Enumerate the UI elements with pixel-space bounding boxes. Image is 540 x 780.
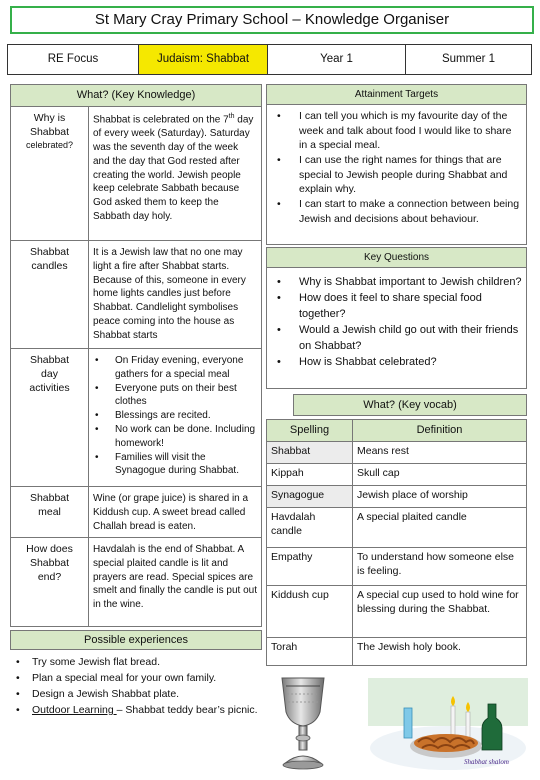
table-row: Kiddush cup A special cup used to hold wine for blessing during the Shabbat. xyxy=(267,586,527,638)
knowledge-question: Shabbat candles xyxy=(11,241,89,348)
knowledge-row xyxy=(11,487,261,538)
list-item: • Blessings are recited. xyxy=(93,409,257,423)
kiddush-cup-icon xyxy=(268,672,338,772)
definition-column-header: Definition xyxy=(353,420,527,442)
table-row: Havdalah candle A special plaited candle xyxy=(267,508,527,548)
list-item: • Would a Jewish child go out with their friends on Shabbat? xyxy=(277,322,522,354)
attainment-heading: Attainment Targets xyxy=(267,85,526,105)
list-item: • Design a Jewish Shabbat plate. xyxy=(16,687,262,703)
knowledge-row xyxy=(11,241,261,349)
list-item: • No work can be done. Including homework! xyxy=(93,423,257,451)
table-row: Torah The Jewish holy book. xyxy=(267,638,527,666)
knowledge-question: Shabbat meal xyxy=(11,487,89,537)
shabbat-table-icon xyxy=(368,678,528,772)
list-item: • Try some Jewish flat bread. xyxy=(16,655,262,671)
list-item: • Plan a special meal for your own family. xyxy=(16,671,262,687)
key-questions-panel xyxy=(266,247,527,389)
knowledge-question: Why is Shabbat celebrated? xyxy=(11,107,89,240)
knowledge-question: How does Shabbat end? xyxy=(11,538,89,626)
knowledge-answer: It is a Jewish law that no one may light a fire after Shabbat starts. Because of this, someone in every home lights candles just before Shabbat. Candlelight symbolises peace coming into the house as Shabbat starts xyxy=(93,247,246,341)
focus-term: Summer 1 xyxy=(405,44,532,75)
focus-row xyxy=(7,44,532,75)
focus-label: RE Focus xyxy=(7,44,138,75)
key-knowledge-panel xyxy=(10,84,262,627)
spelling-column-header: Spelling xyxy=(267,420,353,442)
knowledge-question: Shabbat day activities xyxy=(11,349,89,486)
knowledge-row xyxy=(11,538,261,626)
list-item: • How is Shabbat celebrated? xyxy=(277,354,522,370)
possible-experiences-panel xyxy=(10,630,262,719)
table-row: Synagogue Jewish place of worship xyxy=(267,486,527,508)
key-vocab-panel xyxy=(266,394,527,666)
knowledge-answer: Shabbat is celebrated on the 7th day of every week (Saturday). Saturday was the seventh day of the week and the day that God rested after creating the world. Jewish people keep celebrate Sabbath because God asked them to keep the Sabbath day holy. xyxy=(93,113,254,222)
focus-topic: Judaism: Shabbat xyxy=(138,44,267,75)
table-row: Shabbat Means rest xyxy=(267,442,527,464)
knowledge-answer: Wine (or grape juice) is shared in a Kiddush cup. A sweet bread called Challah bread is eaten. xyxy=(93,493,249,532)
knowledge-answer: Havdalah is the end of Shabbat. A special plaited candle is lit and prayers are read. Special spices are smelt and finally the candle is put out in the wine. xyxy=(93,544,257,611)
list-item: • Families will visit the Synagogue during Shabbat. xyxy=(93,451,257,479)
vocab-table xyxy=(266,419,527,666)
table-row: Kippah Skull cap xyxy=(267,464,527,486)
knowledge-row xyxy=(11,349,261,487)
list-item: • Everyone puts on their best clothes xyxy=(93,382,257,410)
list-item: • Why is Shabbat important to Jewish children? xyxy=(277,274,522,290)
list-item: • Outdoor Learning – Shabbat teddy bear’s picnic. xyxy=(16,703,262,719)
possible-experiences-heading: Possible experiences xyxy=(10,630,262,650)
list-item: • How does it feel to share special food together? xyxy=(277,290,522,322)
knowledge-row xyxy=(11,107,261,241)
list-item: • I can tell you which is my favourite day of the week and talk about food I would like to share in a special meal. xyxy=(277,109,522,153)
key-questions-heading: Key Questions xyxy=(267,248,526,268)
page-title: St Mary Cray Primary School – Knowledge Organiser xyxy=(10,6,534,34)
key-vocab-heading: What? (Key vocab) xyxy=(293,394,527,416)
list-item: • I can start to make a connection between being Jewish and decisions about behaviour. xyxy=(277,197,522,226)
table-row: Empathy To understand how someone else is feeling. xyxy=(267,548,527,586)
attainment-targets-panel xyxy=(266,84,527,245)
list-item: • I can use the right names for things that are special to Jewish people during Shabbat and explain why. xyxy=(277,153,522,197)
focus-year: Year 1 xyxy=(267,44,405,75)
key-knowledge-heading: What? (Key Knowledge) xyxy=(11,85,261,107)
knowledge-answer xyxy=(89,349,261,486)
outdoor-learning-link[interactable]: Outdoor Learning xyxy=(32,703,117,716)
list-item: • On Friday evening, everyone gathers for a special meal xyxy=(93,354,257,382)
table-caption: Shabbat shalom xyxy=(464,758,509,766)
